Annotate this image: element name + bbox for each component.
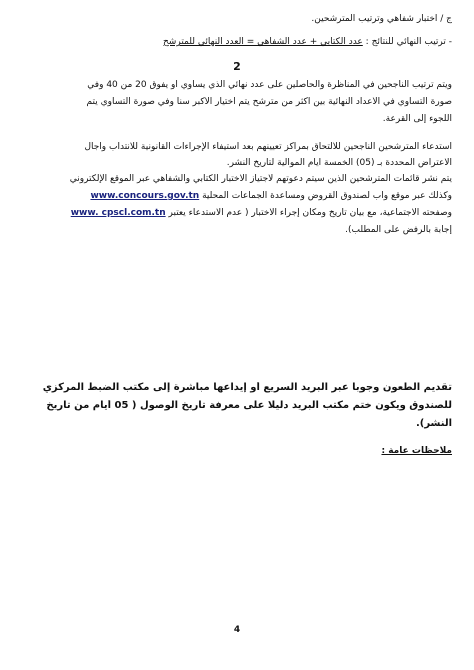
cpscl-link[interactable]: www. cpscl.com.tn: [70, 208, 166, 218]
notes-title: ملاحظات عامة :: [381, 446, 452, 456]
bold-para-line-1: تقديم الطعون وجوبا عبر البريد السريع أو إيداعها مباشرة إلى مكتب الضبط المركزي: [42, 382, 452, 393]
para1-line-3: اللجوء إلى القرعة.: [382, 114, 452, 124]
para3-line-1: يتم نشر قائمات المترشحين الذين سيتم دعوتهم لاجتياز الاختبار الكتابي والشفاهي عبر الموقع الإلكتروني: [69, 174, 452, 184]
header-line-2: [22, 37, 452, 48]
para1-line-2: صورة التساوي في الأعداد النهائية بين أكثر من مترشح يتم اختيار الأكبر سنا وفي صورة التساوي يتم: [86, 97, 452, 107]
para2-line-2: الاعتراض المحددة بـ (05) الخمسة أيام الموالية لتاريخ النشر.: [226, 158, 452, 168]
para3-line-2: [22, 191, 452, 202]
page-number: 4: [233, 625, 241, 635]
para1-line-1: ويتم ترتيب الناجحين في المناظرة والحاصلين على عدد نهائي الذي يساوي أو يفوق 20 من 40 وفي: [87, 80, 452, 90]
ranking-formula: عدد الكتابي + عدد الشفاهي = العدد النهائي للمترشح: [163, 37, 363, 47]
header-line-1: ج / اختبار شفاهي وترتيب المترشحين.: [311, 14, 452, 24]
bold-para-line-2: للصندوق ويكون ختم مكتب البريد دليلا على معرفة تاريخ الوصول ( 05 أيام من تاريخ: [46, 400, 452, 411]
para3-line-4: إجابة بالرفض على المطلب).: [345, 225, 452, 235]
section-number: 2: [233, 60, 241, 73]
para3-line-3-text: وصفحته الاجتماعية، مع بيان تاريخ ومكان إجراء الاختبار ( عدم الاستدعاء يعتبر: [168, 208, 452, 218]
para2-line-1: استدعاء المترشحين الناجحين للالتحاق بمراكز تعيينهم بعد استيفاء الإجراءات القانونية للانتداب وآجال: [84, 142, 452, 152]
bold-para-line-3: النشر).: [415, 418, 452, 429]
ranking-label: - ترتيب النهائي للنتائج :: [365, 37, 452, 47]
para3-line-3: [22, 208, 452, 219]
concours-link[interactable]: www.concours.gov.tn: [90, 191, 200, 201]
para3-line-2-text: وكذلك عبر موقع واب لصندوق القروض ومساعدة الجماعات المحلية: [202, 191, 452, 201]
